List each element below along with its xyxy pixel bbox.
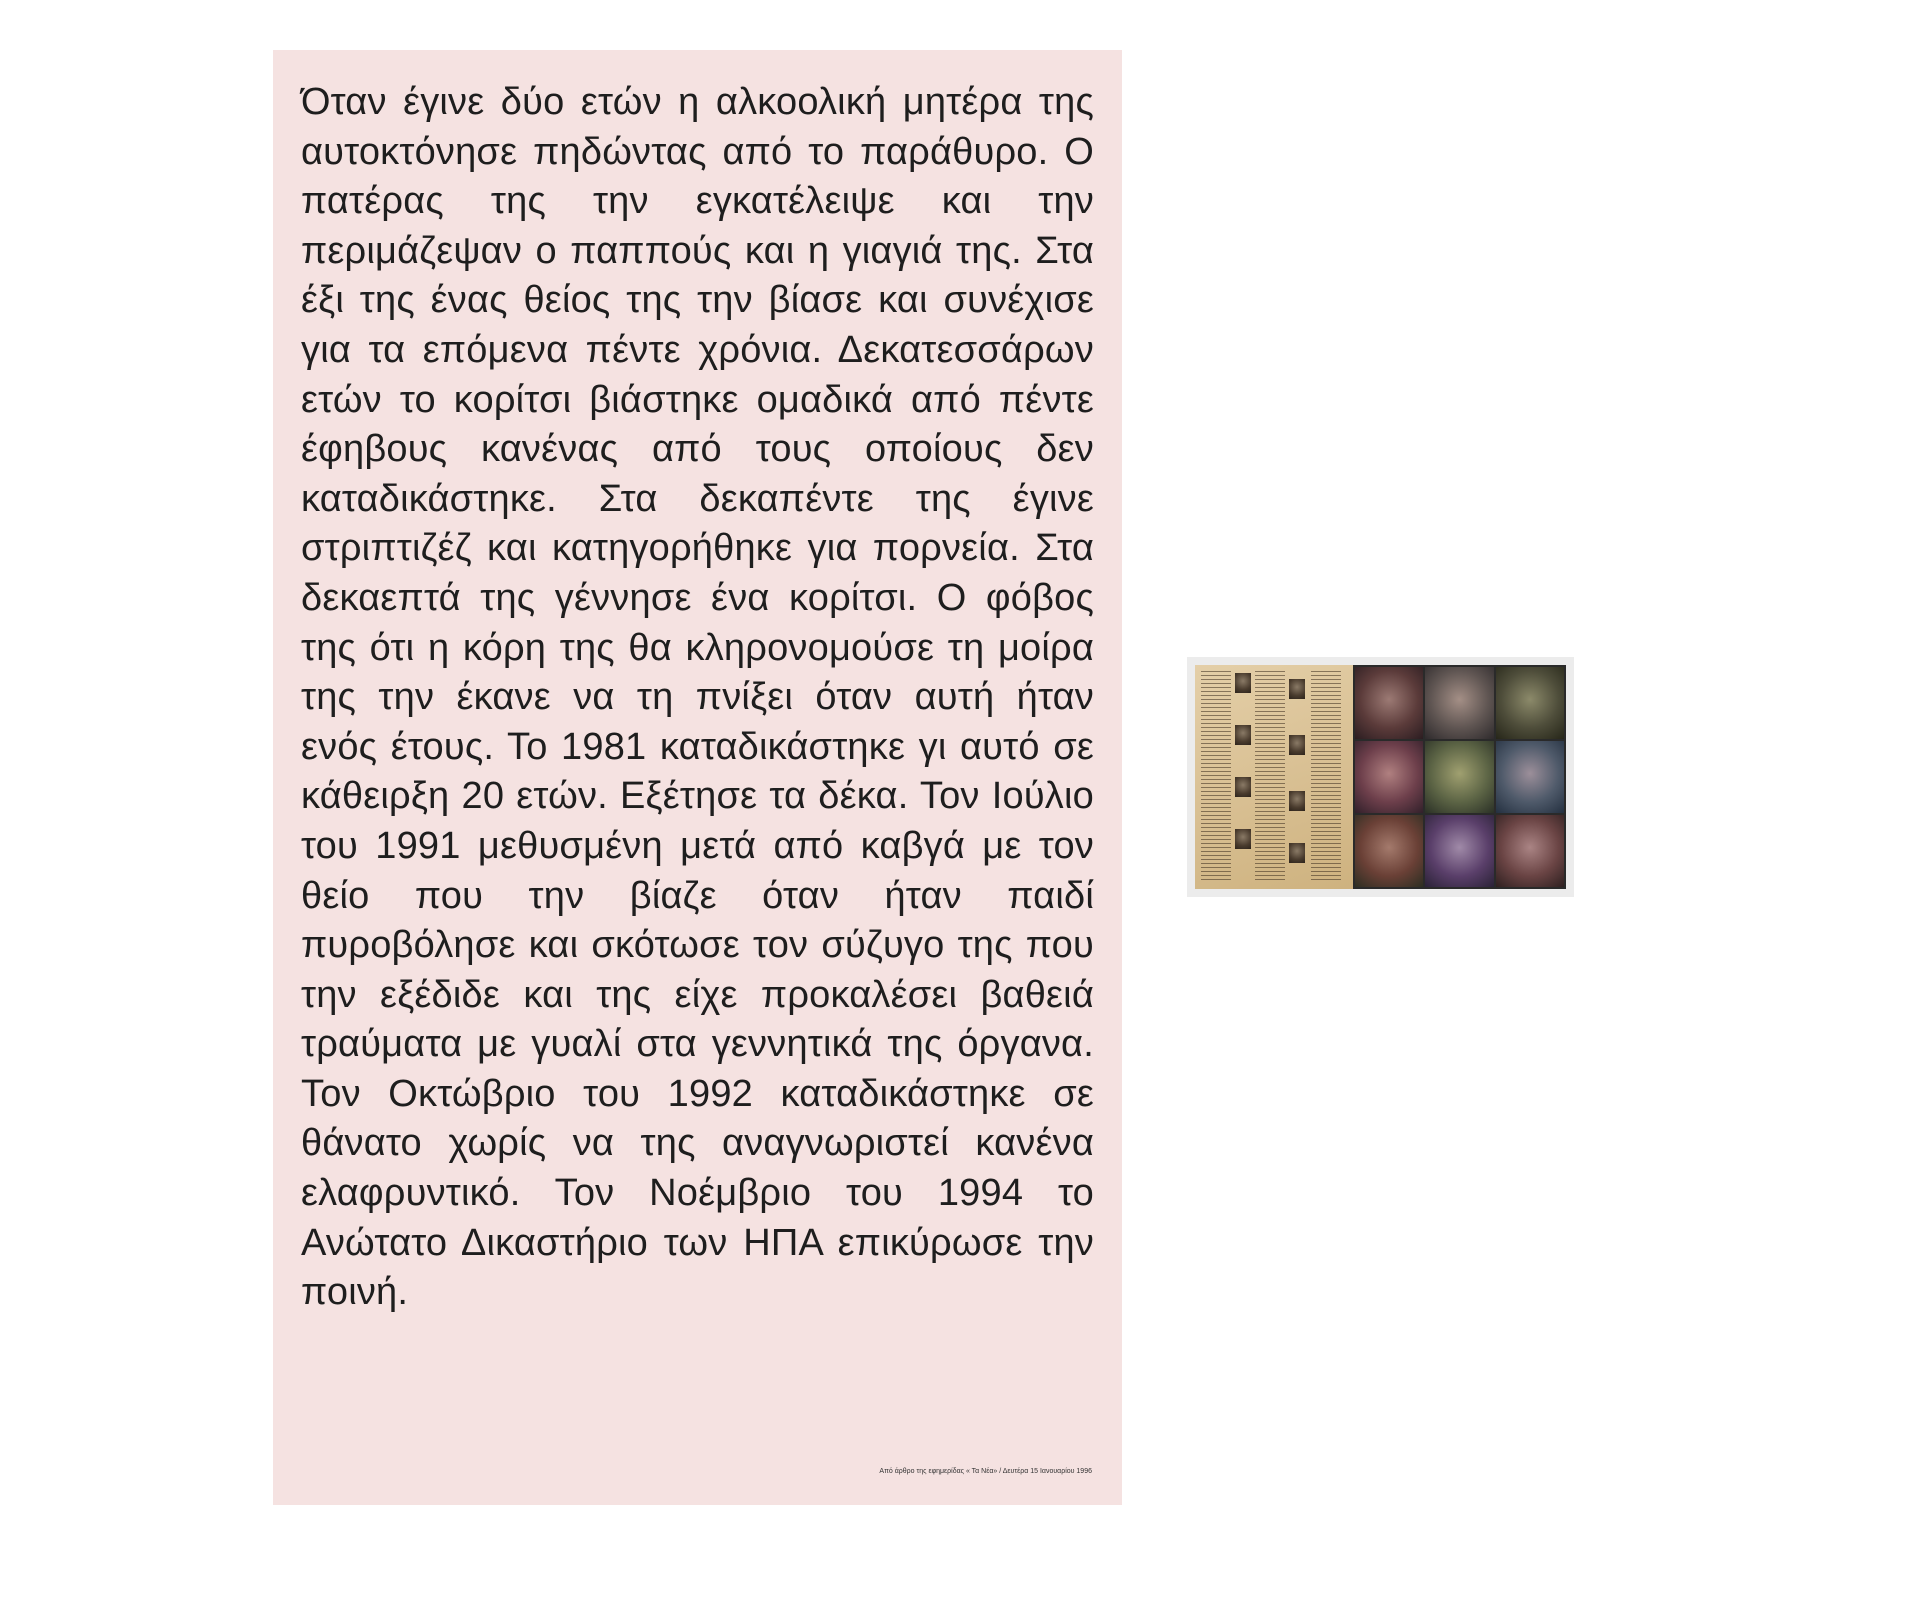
collage-content bbox=[1195, 665, 1566, 889]
portrait-tile bbox=[1425, 667, 1493, 739]
portrait-tile bbox=[1425, 741, 1493, 813]
portrait-tile bbox=[1355, 815, 1423, 887]
text-panel bbox=[273, 50, 1122, 1505]
portrait-tile bbox=[1496, 741, 1564, 813]
clipping-photo bbox=[1289, 791, 1305, 811]
clipping-photo bbox=[1235, 725, 1251, 745]
portrait-grid bbox=[1353, 665, 1566, 889]
clipping-photo bbox=[1235, 673, 1251, 693]
portrait-tile bbox=[1425, 815, 1493, 887]
clipping-text-column bbox=[1311, 671, 1341, 883]
portrait-tile bbox=[1355, 667, 1423, 739]
story-text: Όταν έγινε δύο ετών η αλκοολική μητέρα της αυτοκτόνησε πηδώντας από το παράθυρο. Ο πατέρας της την εγκατέλειψε και την περιμάζεψαν ο παππούς και η γιαγιά της. Στα έξι της ένας θείος της την βίασε και συνέχισε για τα επόμενα πέντε χρόνια. Δεκατεσσάρων ετών το κορίτσι βιάστηκε ομαδικά από πέντε έφηβους κανένας από τους οποίους δεν καταδικάστηκε. Στα δεκαπέντε της έγινε στριπτιζέζ και κατηγορήθηκε για πορνεία. Στα δεκαεπτά της γέννησε ένα κορίτσι. Ο φόβος της ότι η κόρη της θα κληρονομούσε τη μοίρα της την έκανε να τη πνίξει όταν αυτή ήταν ενός έτους. Το 1981 καταδικάστηκε γι αυτό σε κάθειρξη 20 ετών. Εξέτησε τα δέκα. Τον Ιούλιο του 1991 μεθυσμένη μετά από καβγά με τον θείο που την βίαζε όταν ήταν παιδί πυροβόλησε και σκότωσε τον σύζυγο της που την εξέδιδε και της είχε προκαλέσει βαθειά τραύματα με γυαλί στα γεννητικά της όργανα. Τον Οκτώβριο του 1992 καταδικάστηκε σε θάνατο χωρίς να της αναγνωριστεί κανένα ελαφρυντικό. Τον Νοέμβριο του 1994 το Ανώτατο Δικαστήριο των ΗΠΑ επικύρωσε την ποινή. bbox=[301, 81, 1094, 1314]
clipping-photo bbox=[1289, 735, 1305, 755]
clipping-photo bbox=[1289, 843, 1305, 863]
newspaper-clipping bbox=[1195, 665, 1353, 889]
portrait-tile bbox=[1496, 667, 1564, 739]
clipping-photo bbox=[1289, 679, 1305, 699]
clipping-text-column bbox=[1201, 671, 1231, 883]
source-caption: Από άρθρο της εφημερίδας « Τα Νέα» / Δευτέρα 15 Ιανουαρίου 1996 bbox=[879, 1468, 1092, 1475]
clipping-photo bbox=[1235, 777, 1251, 797]
portrait-tile bbox=[1355, 741, 1423, 813]
portrait-tile bbox=[1496, 815, 1564, 887]
clipping-photo bbox=[1235, 829, 1251, 849]
newspaper-collage-image bbox=[1187, 657, 1574, 897]
clipping-text-column bbox=[1255, 671, 1285, 883]
